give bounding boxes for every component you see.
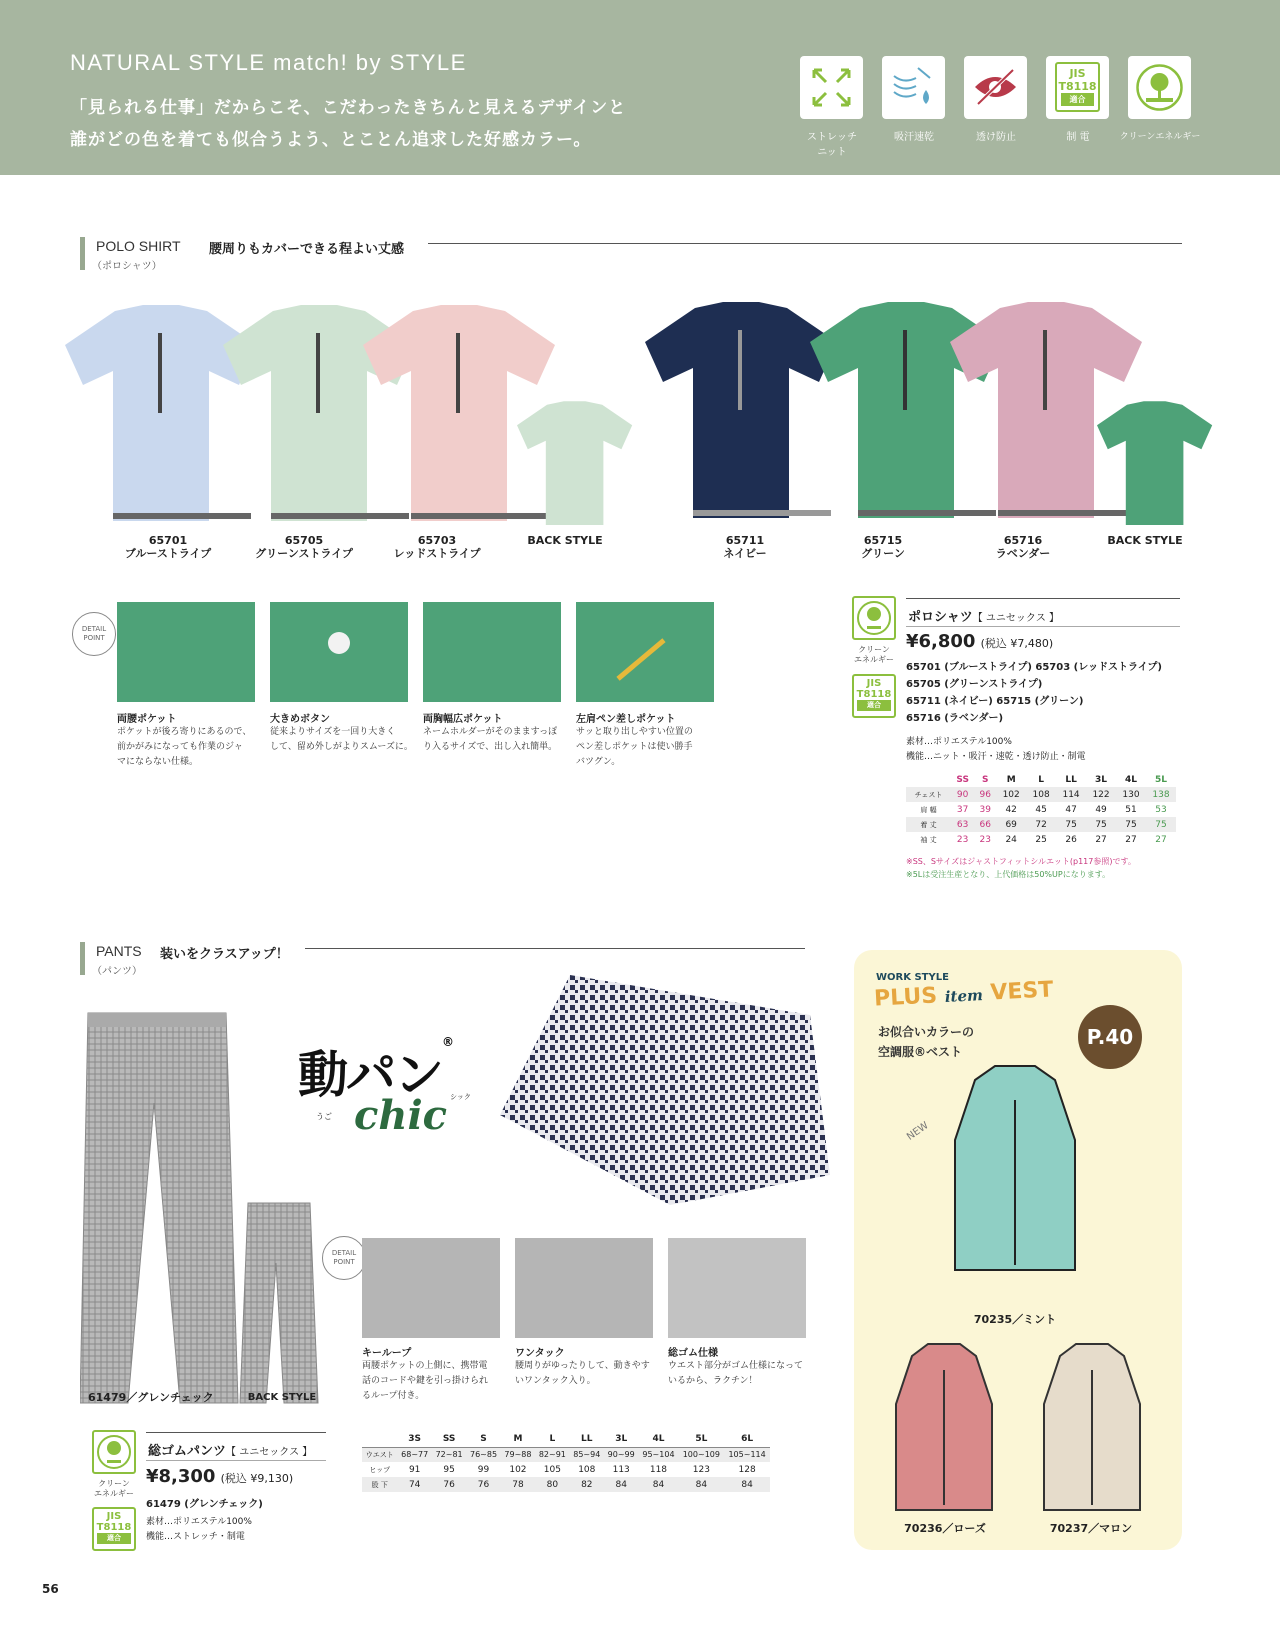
feature-label-stretch: ストレッチ ニット xyxy=(807,132,857,158)
table-row: 肩 幅 37 39 42 45 47 49 51 53 xyxy=(920,804,1167,815)
section-bar xyxy=(80,237,85,270)
product-rule xyxy=(146,1432,326,1433)
pants-price: ¥8,300 (税込 ¥9,130) xyxy=(146,1466,294,1487)
polo-detail-2: 大きめボタン 従来よりサイズを一回り大きく して、留め外しがよりスムーズに。 xyxy=(270,714,413,752)
detail-photo-key-loop xyxy=(362,1238,500,1338)
polo-caption-65701: 65701 ブルーストライプ xyxy=(124,534,212,560)
vest-caption-70236: 70236／ローズ xyxy=(904,1522,986,1535)
header-subtitle: 「見られる仕事」だからこそ、こだわったきちんと見えるデザインと 誰がどの色を着ても似合うよう、とことん追求した好感カラー。 xyxy=(70,98,627,150)
vest-plus-title: PLUS item VEST xyxy=(873,977,1054,1012)
chic-ruby: シック xyxy=(450,1093,471,1101)
table-row: チェスト 90 96 102 108 114 122 130 138 xyxy=(906,787,1176,802)
feature-label-clean-energy: クリーンエネルギー xyxy=(1119,132,1201,142)
fabric-swatch-image xyxy=(500,975,840,1210)
polo-notes: ※SS、Sサイズはジャストフィットシルエット(p117参照)です。 ※5Lは受注生産となり、上代価格は50%UPになります。 xyxy=(906,857,1136,879)
polo-product-name: ポロシャツ【 ユニセックス 】 xyxy=(908,610,1060,625)
clean-energy-label: クリーン エネルギー xyxy=(854,645,894,664)
detail-point-badge: DETAIL POINT xyxy=(72,612,116,656)
polo-65716 xyxy=(950,302,1142,518)
pants-illustration xyxy=(80,1005,320,1405)
vest-70236 xyxy=(882,1340,1007,1515)
vest-copy: お似合いカラーの 空調服®ベスト xyxy=(878,1025,975,1059)
polo-caption-65711: 65711 ネイビー xyxy=(723,534,767,560)
header-title: NATURAL STYLE match! by STYLE xyxy=(70,50,467,75)
pants-spec: 素材…ポリエステル100% 機能…ストレッチ・制電 xyxy=(146,1517,252,1542)
section-rule xyxy=(305,948,805,949)
detail-photo-pen-pocket xyxy=(576,602,714,702)
polo-caption-65716: 65716 ラベンダー xyxy=(995,534,1051,560)
page-reference-badge[interactable]: P.40 xyxy=(1078,1005,1142,1069)
vest-70235 xyxy=(935,1060,1095,1275)
vest-caption-70235: 70235／ミント xyxy=(973,1313,1057,1326)
page-number: 56 xyxy=(42,1582,59,1596)
polo-detail-3: 両胸幅広ポケット ネームホルダーがそのまますっぽ り入るサイズで、出し入れ簡単。 xyxy=(423,714,558,752)
ugopan-logo: 動パン® xyxy=(298,1035,452,1104)
detail-photo-one-tuck xyxy=(515,1238,653,1338)
clean-energy-icon xyxy=(92,1430,136,1474)
polo-spec: 素材…ポリエステル100% 機能…ニット・吸汗・速乾・透け防止・制電 xyxy=(906,737,1086,762)
polo-price: ¥6,800 (税込 ¥7,480) xyxy=(906,631,1054,652)
polo-caption-65703: 65703 レッドストライプ xyxy=(393,534,481,560)
polo-size-table: SS S M L LL 3L 4L 5L チェスト 90 96 102 108 114 122 130 138 肩 幅 37 39 42 45 47 49 51 53 着 丈 63 66 69 72 75 75 75 75 袖 丈 23 23 24 25 26 27 27 27 xyxy=(906,772,1176,847)
polo-caption-65715: 65715 グリーン xyxy=(861,534,905,560)
polo-catchcopy: 腰周りもカバーできる程よい丈感 xyxy=(209,242,405,257)
jis-t8118-icon: JIS T8118 適合 xyxy=(1046,56,1109,119)
polo-65703 xyxy=(363,305,555,521)
detail-photo-chest-pocket xyxy=(423,602,561,702)
table-row: ヒップ 91 95 99 102 105 108 113 118 123 128 xyxy=(369,1464,756,1475)
chic-logo: chic xyxy=(354,1092,447,1139)
polo-back-caption-2: BACK STYLE xyxy=(1107,534,1183,547)
pants-code: 61479 (グレンチェック) xyxy=(146,1499,263,1510)
pants-front-caption: 61479／グレンチェック xyxy=(88,1391,214,1404)
pants-product-name: 総ゴムパンツ【 ユニセックス 】 xyxy=(148,1444,313,1459)
table-row: 袖 丈 23 23 24 25 26 27 27 27 xyxy=(920,834,1167,845)
clean-energy-icon xyxy=(852,596,896,640)
polo-back-b xyxy=(1097,401,1212,525)
pants-catchcopy: 装いをクラスアップ！ xyxy=(160,947,289,962)
polo-65711 xyxy=(645,302,837,518)
polo-ruby: （ポロシャツ） xyxy=(92,261,162,272)
detail-photo-button xyxy=(270,602,408,702)
pants-detail-1: キーループ 両腰ポケットの上側に、携帯電 話のコードや鍵を引っ掛けられ るループ付き。 xyxy=(362,1348,489,1401)
polo-detail-4: 左肩ペン差しポケット サッと取り出しやすい位置の ペン差しポケットは使い勝手 バツグン。 xyxy=(576,714,693,767)
section-rule xyxy=(428,243,1182,244)
product-rule xyxy=(906,598,1180,599)
table-row: 着 丈 63 66 69 72 75 75 75 75 xyxy=(906,817,1176,832)
table-row: ウエスト 68~77 72~81 76~85 79~88 82~91 85~94 90~99 95~104 100~109 105~114 xyxy=(362,1447,770,1462)
polo-detail-1: 両腰ポケット ポケットが後ろ寄りにあるので、 前かがみになっても作業のジャ マにならない仕様。 xyxy=(117,714,252,767)
pants-detail-3: 総ゴム仕様 ウエスト部分がゴム仕様になって いるから、ラクチン！ xyxy=(668,1348,804,1386)
pants-back-caption: BACK STYLE xyxy=(247,1392,317,1403)
product-rule-2 xyxy=(906,626,1180,627)
polo-back-caption: BACK STYLE xyxy=(527,534,603,547)
polo-65701 xyxy=(65,305,257,521)
logo-ruby: うご xyxy=(316,1112,332,1121)
polo-codes: 65701 (ブルーストライプ) 65703 (レッドストライプ) 65705 (グリーンストライプ) 65711 (ネイビー) 65715 (グリーン) 65716 (ラベンダー) xyxy=(906,662,1163,724)
pants-detail-2: ワンタック 腰周りがゆったりして、動きやす いワンタック入り。 xyxy=(515,1348,650,1386)
product-rule-2 xyxy=(146,1460,326,1461)
stretch-icon xyxy=(800,56,863,119)
vest-70237 xyxy=(1030,1340,1155,1515)
feature-label-see-through: 透け防止 xyxy=(976,132,1016,143)
jis-t8118-icon: JIS T8118 適合 xyxy=(92,1507,136,1551)
pants-section-title: PANTS xyxy=(96,943,142,959)
clean-energy-icon xyxy=(1128,56,1191,119)
detail-photo-waist-pocket xyxy=(117,602,255,702)
anti-see-through-icon xyxy=(964,56,1027,119)
feature-label-sweat: 吸汗速乾 xyxy=(894,132,934,143)
table-row: 股 下 74 76 76 78 80 82 84 84 84 84 xyxy=(362,1477,770,1492)
pants-size-table: 3S SS S M L LL 3L 4L 5L 6L ウエスト 68~77 72~81 76~85 79~88 82~91 85~94 90~99 95~104 100~109 105~114 ヒップ 91 95 99 102 105 108 113 118 123 128 股 下 74 76 76 78 80 82 84 84 84 84 xyxy=(362,1432,770,1492)
pants-ruby: （パンツ） xyxy=(92,966,142,977)
section-bar xyxy=(80,942,85,975)
detail-photo-elastic xyxy=(668,1238,806,1338)
detail-point-badge: DETAIL POINT xyxy=(322,1236,366,1280)
sweat-quickdry-icon xyxy=(882,56,945,119)
polo-back-a xyxy=(517,401,632,525)
polo-caption-65705: 65705 グリーンストライプ xyxy=(255,534,353,560)
polo-section-title: POLO SHIRT xyxy=(96,238,181,254)
vest-caption-70237: 70237／マロン xyxy=(1049,1522,1133,1535)
vest-work-style: WORK STYLE xyxy=(876,972,949,983)
clean-energy-label: クリーン エネルギー xyxy=(94,1479,134,1498)
polo-shirts-illustration xyxy=(0,295,1280,525)
new-label: NEW xyxy=(904,1120,931,1143)
jis-t8118-icon: JIS T8118 適合 xyxy=(852,674,896,718)
feature-label-antistatic: 制 電 xyxy=(1066,132,1090,143)
